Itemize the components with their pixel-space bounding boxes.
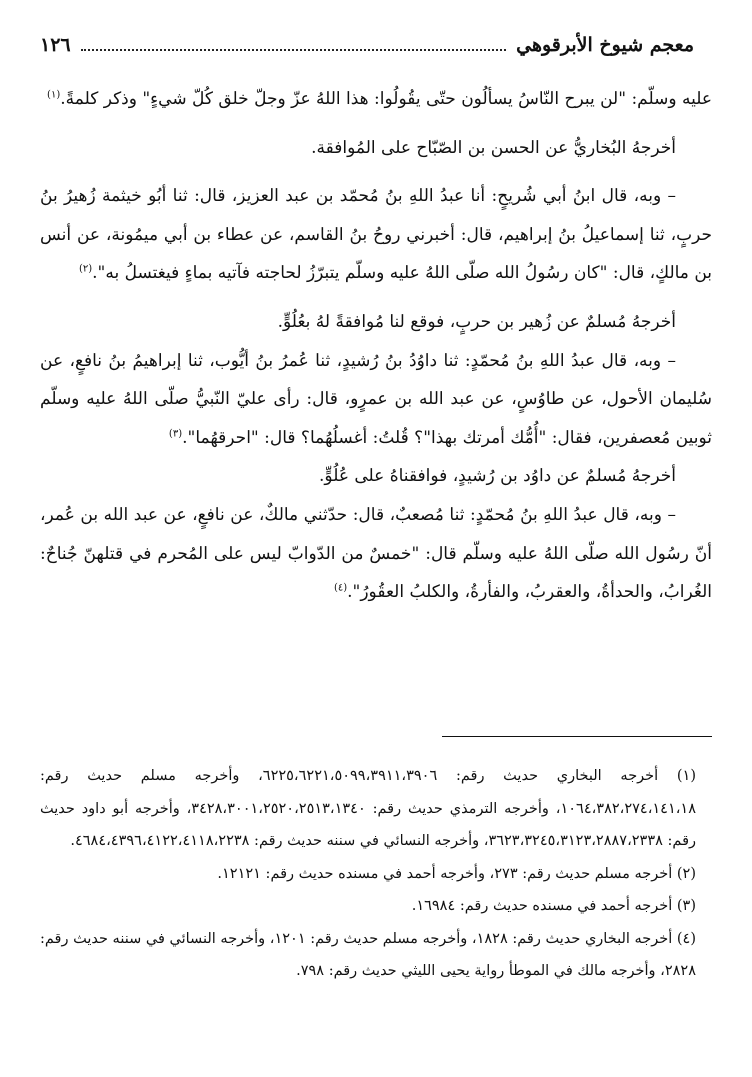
paragraph-takhrij: أخرجهُ مُسلمٌ عن زُهير بن حربٍ، فوقع لنا مُوافقةً لهُ بعُلُوٍّ. [277, 311, 676, 332]
paragraph-hadith: – وبه، قال عبدُ اللهِ بنُ مُحمّدٍ: ثنا داوُدُ بنُ رُشيدٍ، ثنا عُمرُ بنُ أيُّوب، ثنا إبراهيمُ بنُ نافعٍ، عن سُليمان الأحول، عن طاوُسٍ، عن عبد الله بن عمرٍو، قال: رأى عليّ النّبيُّ صلّى اللهُ عليه وسلّم ثوبين مُعصفرين، فقال: "أُمُّك أمرتك بهذا"؟ قُلتُ: أغسلُهُما؟ قال: "احرقهُما".$^{(٣)}$ [40, 350, 712, 448]
footnote-item: (٤) أخرجه البخاري حديث رقم: ١٨٢٨، وأخرجه مسلم حديث رقم: ١٢٠١، وأخرجه النسائي في سننه حديث رقم: ٢٨٢٨، وأخرجه مالك في الموطأ رواية يحيى الليثي حديث رقم: ٧٩٨. [40, 930, 696, 979]
main-text [40, 80, 712, 612]
paragraph-hadith: – وبه، قال عبدُ اللهِ بنُ مُحمّدٍ: ثنا مُصعبٌ، قال: حدّثني مالكٌ، عن نافعٍ، عن عبد الله بن عُمر، أنّ رسُول الله صلّى اللهُ عليه وسلّم قال: "خمسٌ من الدّوابّ ليس على المُحرم في قتلهنّ جُناحٌ: الغُرابُ، والحدأةُ، والعقربُ، والفأرةُ، والكلبُ العقُورُ".$^{(٤)}$ [40, 504, 712, 603]
paragraph-continuation: عليه وسلّم: "لن يبرح النّاسُ يسألُون حتّى يقُولُوا: هذا اللهُ عزّ وجلّ خلق كُلّ شيءٍ" وذكر كلمةً.$^{(١)}$ [47, 89, 712, 109]
page-header [40, 28, 694, 62]
footnote-marker: (٢) [78, 263, 93, 275]
paragraph-takhrij: أخرجهُ مُسلمٌ عن داوُد بن رُشيدٍ، فوافقناهُ على عُلُوٍّ. [319, 466, 676, 487]
footnote-marker: (٤) [333, 582, 348, 594]
header-dotted-leader [81, 49, 507, 51]
footnote-marker: (١) [47, 89, 61, 101]
footnote-item: (١) أخرجه البخاري حديث رقم: ٦٢٢٥،٦٢٢١،٥٠٩٩،٣٩١١،٣٩٠٦، وأخرجه مسلم حديث رقم: ١٠٦٤،٣٨٢،٢٧٤،١٤١،١٨، وأخرجه الترمذي حديث رقم: ٣٤٢٨،٣٠٠١،٢٥٢٠،٢٥١٣،١٣٤٠، وأخرجه أبو داود حديث رقم: ٣٦٢٣،٣٢٤٥،٣١٢٣،٢٨٨٧،٢٣٣٨، وأخرجه النسائي في سننه حديث رقم: ٤٦٨٤،٤٣٩٦،٤١٢٢،٤١١٨،٢٢٣٨. [40, 768, 696, 849]
footnote-marker: (٣) [168, 428, 183, 440]
footnote-item: (٣) أخرجه أحمد في مسنده حديث رقم: ١٦٩٨٤. [411, 898, 696, 914]
footnotes [40, 760, 712, 988]
footnote-item: (٢) أخرجه مسلم حديث رقم: ٢٧٣، وأخرجه أحمد في مسنده حديث رقم: ١٢١٢١. [217, 865, 696, 882]
paragraph-hadith: – وبه، قال ابنُ أبي شُريحٍ: أنا عبدُ اللهِ بنُ مُحمّد بن عبد العزيز، قال: ثنا أبُو خيثمة زُهيرُ بنُ حربٍ، ثنا إسماعيلُ بنُ إبراهيم، قال: أخبرني روحُ بنُ القاسم، عن عطاء بن أبي ميمُونة، عن أنس بن مالكٍ، قال: "كان رسُولُ الله صلّى اللهُ عليه وسلّم يتبرّزُ لحاجته فآتيه بماءٍ فيغتسلُ به".$^{(٢)}$ [40, 186, 712, 284]
page-number: ١٢٦ [40, 34, 71, 56]
book-title: معجم شيوخ الأبرقوهي [516, 34, 694, 56]
footnote-separator [442, 736, 712, 737]
paragraph-takhrij: أخرجهُ البُخاريُّ عن الحسن بن الصّبّاح على المُوافقة. [311, 137, 676, 158]
